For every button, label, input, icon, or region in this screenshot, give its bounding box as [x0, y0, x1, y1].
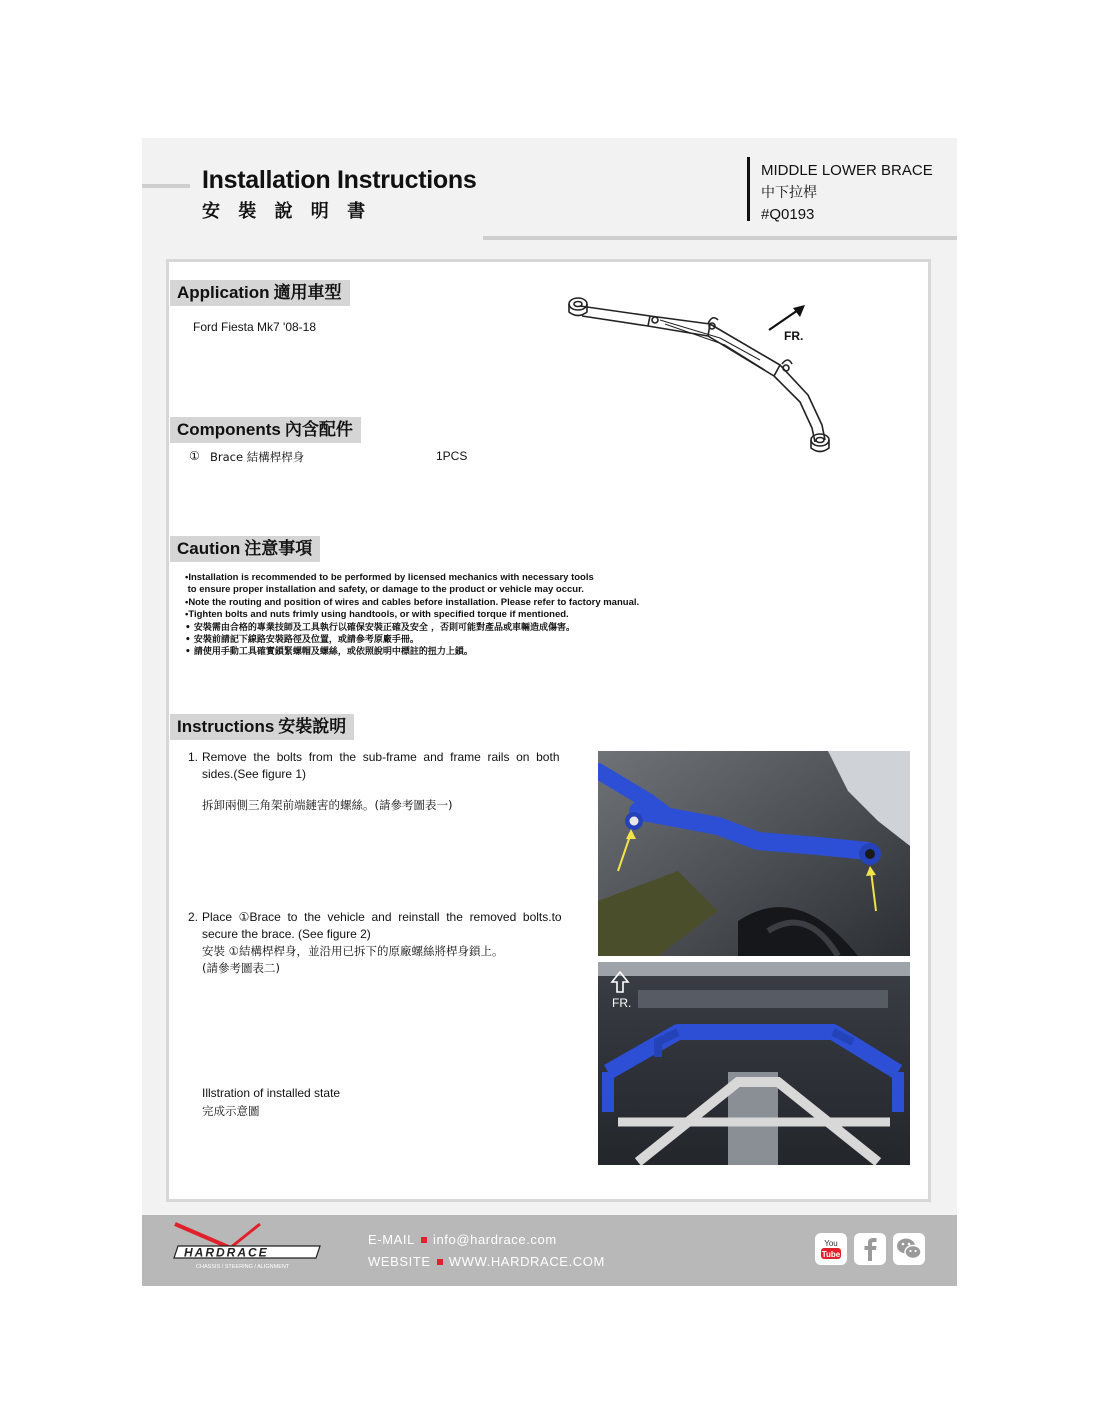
components-heading: Components 內含配件 [170, 417, 361, 443]
step-2-text-line1: Place ①Brace to the vehicle and reinstall the removed bolts.to [202, 910, 562, 924]
svg-text:You: You [824, 1239, 838, 1248]
footer-website [368, 1254, 605, 1269]
header-divider [747, 157, 750, 221]
component-number: ① [189, 449, 200, 463]
logo-tagline-text: CHASSIS / STEERING / ALIGNMENT [196, 1264, 290, 1270]
step-2-text-zh2: (請參考圖表二) [202, 961, 280, 975]
product-name-zh: 中下拉桿 [761, 185, 817, 201]
caution-line-zh: • 安裝需由合格的專業技師及工具執行以確保安裝正確及安全 ，否則可能對產品或車輛造成傷害。 [185, 622, 576, 633]
step-2-text-line2: secure the brace. (See figure 2) [202, 927, 371, 941]
component-qty: 1PCS [436, 449, 468, 463]
application-heading: Application 適用車型 [170, 280, 350, 306]
header-rule-right [483, 236, 957, 240]
footer-website-value[interactable]: WWW.HARDRACE.COM [448, 1254, 605, 1269]
front-label: FR. [784, 329, 804, 343]
caution-heading: Caution 注意事項 [170, 536, 320, 562]
logo-brand-text: HARDRACE [184, 1245, 269, 1260]
header-rule-left [142, 184, 190, 188]
caution-line: •Installation is recommended to be performed by licensed mechanics with necessary tools [185, 572, 594, 583]
figure-1-photo [598, 751, 910, 956]
footer-email-label: E-MAIL [368, 1232, 415, 1247]
step-1-number: 1. [188, 750, 199, 764]
youtube-icon[interactable] [815, 1233, 847, 1265]
product-name: MIDDLE LOWER BRACE [761, 162, 933, 179]
product-info [761, 160, 933, 226]
page-title: Installation Instructions [202, 166, 477, 194]
instructions-heading: Instructions 安裝說明 [170, 714, 354, 740]
figure-2-front-label: FR. [612, 996, 632, 1010]
step-1-text-line2: sides.(See figure 1) [202, 767, 307, 781]
hardrace-logo [170, 1222, 330, 1272]
caution-line: •Note the routing and position of wires and cables before installation. Please refer to factory manual. [185, 596, 640, 608]
illustration-label-zh: 完成示意圖 [202, 1104, 260, 1118]
caution-line: •Tighten bolts and nuts frimly using handtools, or with specified torque if mentioned. [185, 609, 569, 621]
footer-email [368, 1232, 557, 1247]
footer-website-label: WEBSITE [368, 1254, 431, 1269]
wechat-icon[interactable] [893, 1233, 925, 1265]
step-1 [188, 749, 588, 814]
caution-line-zh: • 請使用手動工具確實鎖緊螺帽及螺絲，或依照說明中標註的扭力上鎖。 [185, 647, 473, 658]
caution-list [185, 572, 639, 659]
footer-email-value[interactable]: info@hardrace.com [432, 1232, 557, 1247]
svg-text:Tube: Tube [821, 1250, 841, 1259]
illustration-label: Illstration of installed state [202, 1086, 341, 1100]
step-2-number: 2. [188, 910, 199, 924]
page-title-zh: 安 裝 說 明 書 [202, 201, 372, 222]
step-1-text-zh: 拆卸兩側三角架前端鏈害的螺絲。(請參考圖表一) [202, 798, 453, 812]
caution-line-zh: • 安裝前請記下線路安裝路徑及位置，或請參考原廠手冊。 [185, 635, 419, 646]
component-name: Brace 結構桿桿身 [210, 450, 305, 464]
step-2 [188, 909, 588, 977]
figure-2-photo [598, 962, 910, 1165]
application-vehicle: Ford Fiesta Mk7 '08-18 [193, 320, 317, 334]
facebook-icon[interactable] [854, 1233, 886, 1265]
caution-line: to ensure proper installation and safety, or damage to the product or vehicle may occur. [185, 584, 584, 596]
product-code: #Q0193 [761, 206, 815, 223]
step-1-text-line1: Remove the bolts from the sub-frame and frame rails on both [202, 750, 560, 764]
step-2-text-zh1: 安裝 ①結構桿桿身，並沿用已拆下的原廠螺絲將桿身鎖上。 [202, 944, 504, 958]
